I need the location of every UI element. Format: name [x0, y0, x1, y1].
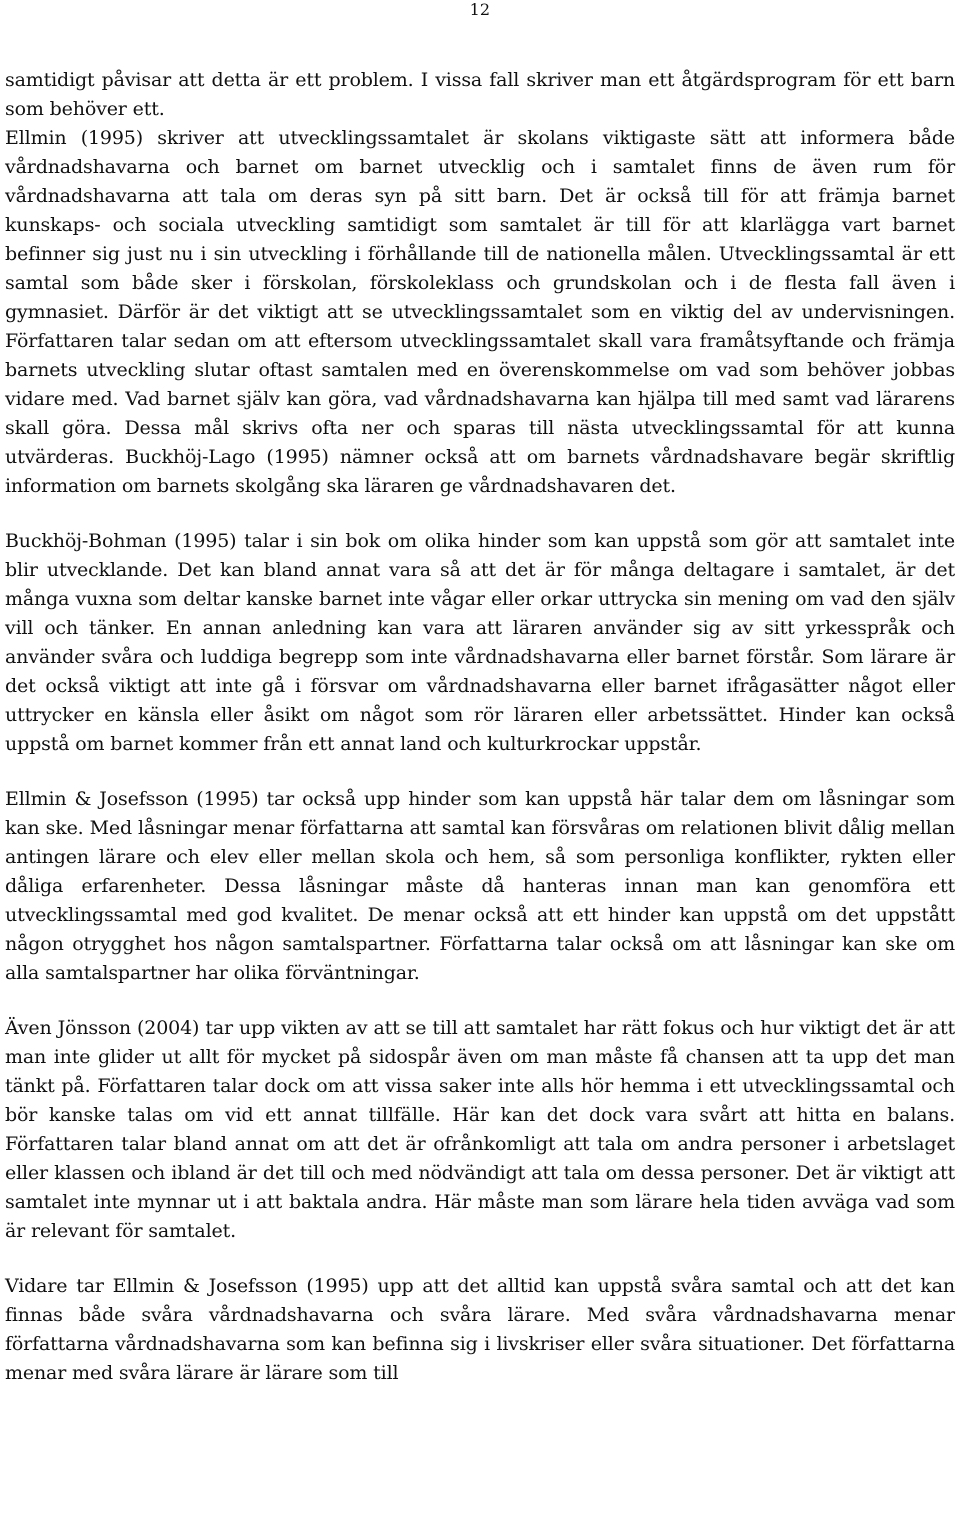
paragraph-ellmin-josefsson-lasningar: Ellmin & Josefsson (1995) tar också upp hinder som kan uppstå här talar dem om låsningar som kan ske. Med låsningar menar författarna att samtal kan försvåras om relationen blivit dålig mellan antingen lärare och elev eller mellan skola och hem, så som personliga konflikter, rykten eller dåliga erfarenheter. Dessa låsningar måste då hanteras innan man kan genomföra ett utvecklingssamtal med god kvalitet. De menar också att ett hinder kan uppstå om det uppstått någon otrygghet hos någon samtalspartner. Författarna talar också om att låsningar kan ske om alla samtalspartner har olika förväntningar.: [5, 788, 955, 984]
paragraph-ellmin-utvecklingssamtal: Ellmin (1995) skriver att utvecklingssamtalet är skolans viktigaste sätt att informera både vårdnadshavarna och barnet om barnet utvecklig och i samtalet finns de även rum för vårdnadshavarna att tala om deras syn på sitt barn. Det är också till för att främja barnet kunskaps- och sociala utveckling samtidigt som samtalet är till för att klarlägga vart barnet befinner sig just nu i sin utveckling i förhållande till de nationella målen. Utvecklingssamtal är ett samtal som både sker i förskolan, förskoleklass och grundskolan och i de flesta fall även i gymnasiet. Därför är det viktigt att se utvecklingssamtalet som en viktig del av undervisningen. Författaren talar sedan om att eftersom utvecklingssamtalet skall vara framåtsyftande och främja barnets utveckling slutar oftast samtalen med en överenskommelse om vad som behöver jobbas vidare med. Vad barnet själv kan göra, vad vårdnadshavarna kan hjälpa till med samt vad lärarens skall göra. Dessa mål skrivs ofta ner och sparas till nästa utvecklingssamtal för att kunna utvärderas. Buckhöj-Lago (1995) nämner också att om barnets vårdnadshavare begär skriftlig information om barnets skolgång ska läraren ge vårdnadshavaren det.: [5, 127, 955, 497]
page-number: 12: [469, 0, 490, 19]
paragraph-continuation: samtidigt påvisar att detta är ett problem. I vissa fall skriver man ett åtgärdsprogram för ett barn som behöver ett.: [5, 69, 955, 120]
paragraph-svara-samtal: Vidare tar Ellmin & Josefsson (1995) upp att det alltid kan uppstå svåra samtal och att det kan finnas både svåra vårdnadshavarna och svåra lärare. Med svåra vårdnadshavarna menar författarna vårdnadshavarna som kan befinna sig i livskriser eller svåra situationer. Det författarna menar med svåra lärare är lärare som till: [5, 1275, 955, 1384]
paragraph-buckhoj-bohman-hinder: Buckhöj-Bohman (1995) talar i sin bok om olika hinder som kan uppstå som gör att samtalet inte blir utvecklande. Det kan bland annat vara så att det är för många deltagare i samtalet, är det många vuxna som deltar kanske barnet inte vågar eller orkar uttrycka sin mening om vad den själv vill och tänker. En annan anledning kan vara att läraren använder sig av sitt yrkesspråk och använder svåra och luddiga begrepp som inte vårdnadshavarna eller barnet förstår. Som lärare är det också viktigt att inte gå i försvar om vårdnadshavarna eller barnet ifrågasätter något eller uttrycker en känsla eller åsikt om något som rör läraren eller arbetssättet. Hinder kan också uppstå om barnet kommer från ett annat land och kulturkrockar uppstår.: [5, 530, 955, 755]
paragraph-jonsson-fokus: Även Jönsson (2004) tar upp vikten av att se till att samtalet har rätt fokus och hur viktigt det är att man inte glider ut allt för mycket på sidospår även om man måste få chansen att ta upp det man tänkt på. Författaren talar dock om att vissa saker inte alls hör hemma i ett utvecklingssamtal och bör kanske talas om vid ett annat tillfälle. Här kan det dock vara svårt att hitta en balans. Författaren talar bland annat om att det är ofrånkomligt att tala om andra personer i arbetslaget eller klassen och ibland är det till och med nödvändigt att tala om dessa personer. Det är viktigt att samtalet inte mynnar ut i att baktala andra. Här måste man som lärare hela tiden avväga vad som är relevant för samtalet.: [5, 1017, 955, 1242]
document-body: [5, 66, 955, 1414]
